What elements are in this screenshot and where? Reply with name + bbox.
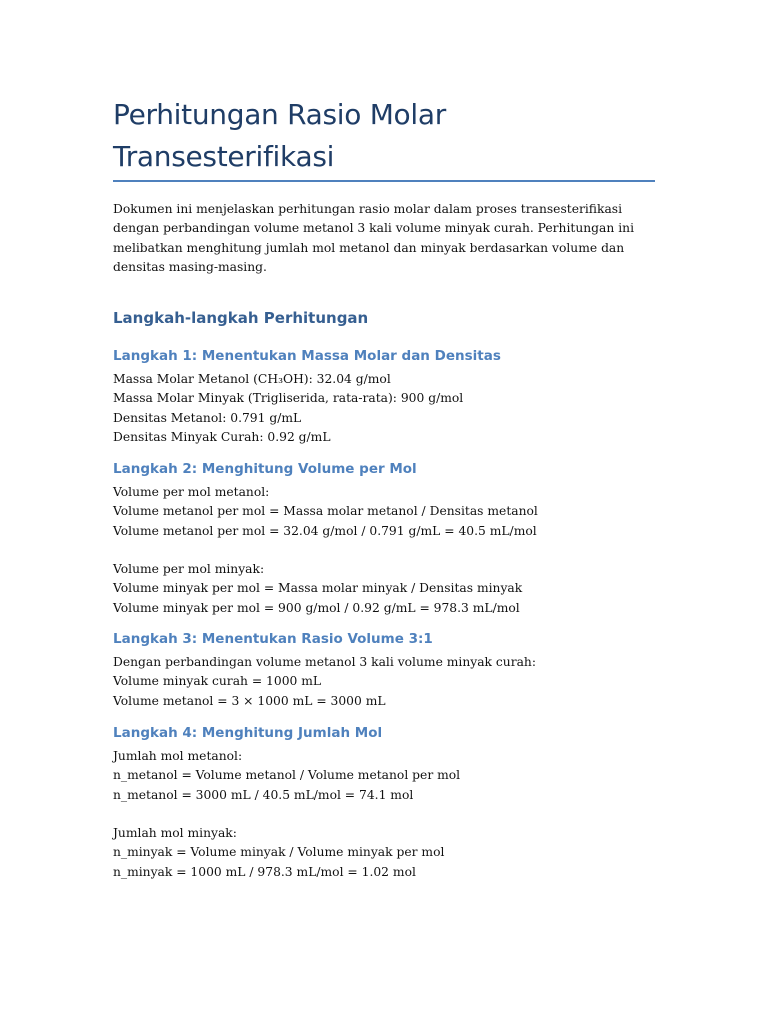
step-1-line: Densitas Minyak Curah: 0.92 g/mL	[113, 429, 331, 444]
intro-paragraph: Dokumen ini menjelaskan perhitungan rasio molar dalam proses transesterifikasi dengan perbandingan volume metanol 3 kali volume minyak curah. Perhitungan ini melibatkan menghitung jumlah mol metanol dan minyak berdasarkan volume dan densitas masing-masing.	[113, 202, 635, 274]
step-2-line: Volume minyak per mol = 900 g/mol / 0.92 g/mL = 978.3 mL/mol	[113, 600, 520, 615]
step-1-line: Massa Molar Minyak (Trigliserida, rata-rata): 900 g/mol	[113, 391, 464, 406]
step-2-line: Volume per mol minyak:	[113, 562, 265, 577]
blank-line	[113, 541, 655, 560]
step-2-line: Volume metanol per mol = 32.04 g/mol / 0.791 g/mL = 40.5 mL/mol	[113, 523, 537, 538]
step-1-line: Densitas Metanol: 0.791 g/mL	[113, 410, 302, 425]
step-2-body	[113, 483, 655, 618]
step-4-line: n_metanol = 3000 mL / 40.5 mL/mol = 74.1 mol	[113, 787, 414, 802]
step-4-line: n_minyak = 1000 mL / 978.3 mL/mol = 1.02 mol	[113, 864, 416, 879]
step-2-heading: Langkah 2: Menghitung Volume per Mol	[113, 461, 417, 477]
step-4-line: n_metanol = Volume metanol / Volume metanol per mol	[113, 768, 461, 783]
step-4-heading: Langkah 4: Menghitung Jumlah Mol	[113, 725, 383, 741]
step-3-line: Volume metanol = 3 × 1000 mL = 3000 mL	[113, 693, 386, 708]
step-3-heading: Langkah 3: Menentukan Rasio Volume 3:1	[113, 631, 433, 647]
step-2-line: Volume per mol metanol:	[113, 485, 270, 499]
step-1-heading: Langkah 1: Menentukan Massa Molar dan Densitas	[113, 348, 501, 364]
step-3-line: Volume minyak curah = 1000 mL	[113, 674, 322, 689]
step-2-line: Volume minyak per mol = Massa molar minyak / Densitas minyak	[113, 581, 523, 596]
step-1-body	[113, 370, 655, 447]
step-4-line: n_minyak = Volume minyak / Volume minyak per mol	[113, 845, 445, 860]
document-title: Perhitungan Rasio Molar Transesterifikasi	[113, 98, 446, 173]
step-3-line: Dengan perbandingan volume metanol 3 kali volume minyak curah:	[113, 655, 536, 669]
step-4-line: Jumlah mol minyak:	[113, 826, 237, 841]
title-underline	[113, 180, 655, 182]
step-2-line: Volume metanol per mol = Massa molar metanol / Densitas metanol	[113, 504, 538, 519]
section-heading: Langkah-langkah Perhitungan	[113, 309, 369, 327]
blank-line	[113, 805, 655, 824]
step-4-body	[113, 747, 655, 882]
step-4-line: Jumlah mol metanol:	[113, 749, 243, 763]
step-1-line: Massa Molar Metanol (CH₃OH): 32.04 g/mol	[113, 372, 391, 386]
step-3-body	[113, 653, 655, 711]
